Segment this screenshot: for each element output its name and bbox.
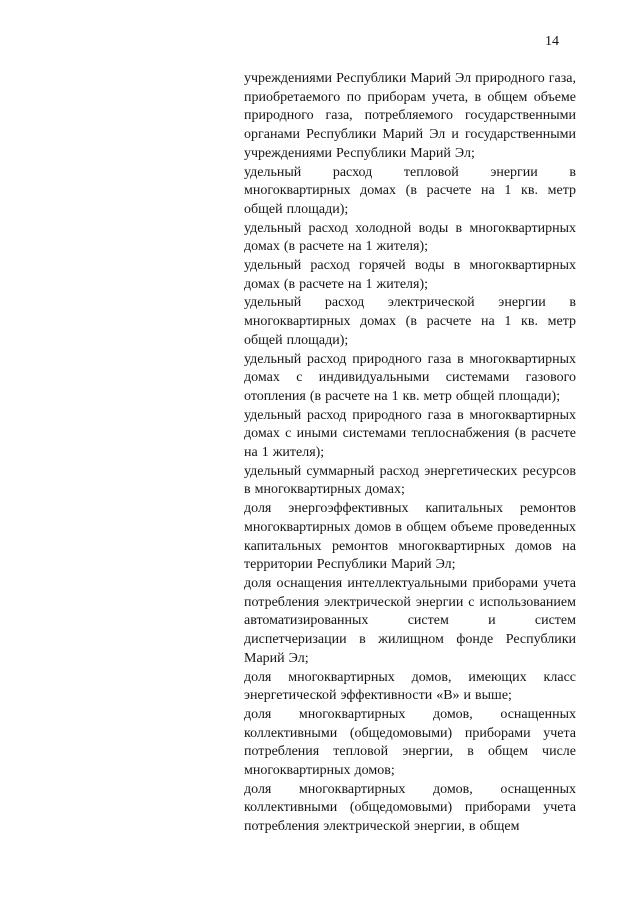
paragraph: доля многоквартирных домов, оснащенных коллективными (общедомовыми) приборами учета потребления тепловой энергии, в общем числе многоквартирных домов; <box>244 706 576 779</box>
body-text <box>244 70 576 837</box>
paragraph: удельный расход электрической энергии в многоквартирных домах (в расчете на 1 кв. метр общей площади); <box>244 295 576 348</box>
paragraph: доля энергоэффективных капитальных ремонтов многоквартирных домов в общем объеме проведенных капитальных ремонтов многоквартирных домов на территории Республики Марий Эл; <box>244 501 576 573</box>
paragraph: удельный расход тепловой энергии в многоквартирных домах (в расчете на 1 кв. метр общей площади); <box>244 164 576 217</box>
paragraph: удельный расход холодной воды в многоквартирных домах (в расчете на 1 жителя); <box>244 220 576 255</box>
paragraph: удельный расход природного газа в многоквартирных домах с индивидуальными системами газового отопления (в расчете на 1 кв. метр общей площади); <box>244 351 576 404</box>
paragraph: удельный расход горячей воды в многоквартирных домах (в расчете на 1 жителя); <box>244 258 576 292</box>
paragraph: удельный расход природного газа в многоквартирных домах с иными системами теплоснабжения (в расчете на 1 жителя); <box>244 407 576 461</box>
paragraph: удельный суммарный расход энергетических ресурсов в многоквартирных домах; <box>244 463 576 498</box>
paragraph: доля многоквартирных домов, имеющих класс энергетической эффективности «В» и выше; <box>244 669 576 704</box>
paragraph: доля оснащения интеллектуальными приборами учета потребления электрической энергии с использованием автоматизированных систем и систем диспетчеризации в жилищном фонде Республики Марий Эл; <box>244 575 576 666</box>
paragraph: учреждениями Республики Марий Эл природного газа, приобретаемого по приборам учета, в общем объеме природного газа, потребляемого государственными органами Республики Марий Эл и государственными учреждениями Республики Марий Эл; <box>244 71 576 161</box>
paragraph: доля многоквартирных домов, оснащенных коллективными (общедомовыми) приборами учета потребления электрической энергии, в общем <box>244 781 576 835</box>
page-number: 14 <box>545 34 559 49</box>
